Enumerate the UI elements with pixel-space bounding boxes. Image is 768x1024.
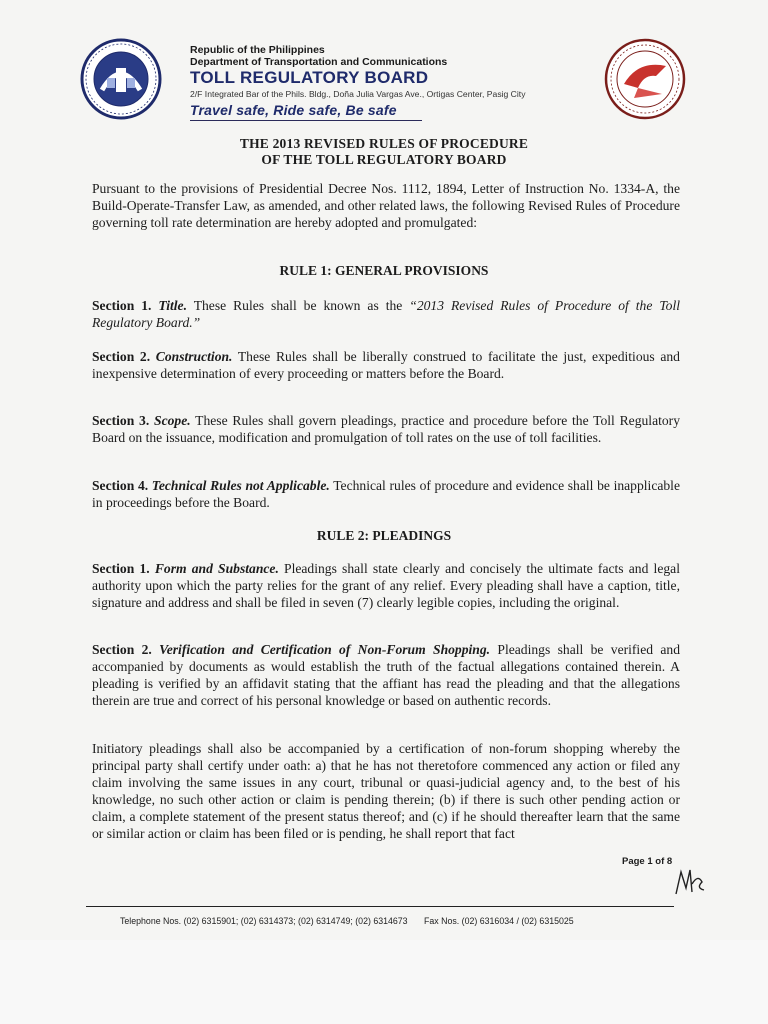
section-text: Pleadings shall be verified and accompanied by documents as would establish the truth of the factual allegations contained therein. A pleading is verified by an affidavit stating that the affiant has read the pleading and that the allegations therein are true and correct of his personal knowledge or based on authentic records. — [92, 642, 681, 708]
section-title: Verification and Certification of Non-Forum Shopping. — [159, 642, 491, 657]
section-title: Technical Rules not Applicable. — [151, 478, 330, 493]
section-title: Scope. — [154, 413, 191, 428]
section-text: These Rules shall be liberally construed to facilitate the just, expeditious and inexpensive determination of every proceeding or matters before the Board. — [92, 349, 680, 381]
rule-2-section-2 — [92, 641, 680, 709]
rule-1-heading: RULE 1: GENERAL PROVISIONS — [279, 263, 489, 278]
section-text: These Rules shall be known as the — [193, 298, 410, 313]
section-title: Form and Substance. — [154, 561, 279, 576]
letterhead — [190, 44, 526, 119]
letterhead-republic: Republic of the Philippines — [190, 44, 325, 56]
rule-2-section-1 — [92, 560, 680, 611]
letterhead-agency: TOLL REGULATORY BOARD — [190, 68, 429, 87]
section-label: Section 4. — [92, 478, 149, 493]
dotc-seal-icon — [604, 38, 686, 120]
section-label: Section 1. — [92, 561, 150, 576]
footer-fax: Fax Nos. (02) 6316034 / (02) 6315025 — [424, 916, 574, 926]
footer-telephone: Telephone Nos. (02) 6315901; (02) 6314373; (02) 6314749; (02) 6314673 — [120, 916, 408, 926]
section-label: Section 2. — [92, 349, 151, 364]
section-label: Section 2. — [92, 642, 152, 657]
section-text: These Rules shall govern pleadings, practice and procedure before the Toll Regulatory Board on the issuance, modification and promulgation of toll rates on the use of toll facilities. — [92, 413, 680, 445]
section-text: Pleadings shall state clearly and concisely the ultimate facts and legal authority upon which the party relies for the grant of any relief. Every pleading shall have a caption, title, signature and address and shall be filed in seven (7) clearly legible copies, including the original. — [92, 561, 680, 610]
rule-2-certification-paragraph: Initiatory pleadings shall also be accompanied by a certification of non-forum shopping whereby the principal party shall certify under oath: a) that he has not theretofore commenced any action or filed any claim involving the same issues in any court, tribunal or quasi-judicial agency and, to the best of his knowledge, no such other action or claim is pending therein; (b) if there is such other pending action or claim, a complete statement of the present status thereof; and (c) if he should thereafter learn that the same or similar action or claim has been filed or is pending, he shall report that fact — [92, 741, 680, 841]
section-label: Section 1. — [92, 298, 152, 313]
page-number: Page 1 of 8 — [622, 856, 673, 867]
preamble: Pursuant to the provisions of Presidential Decree Nos. 1112, 1894, Letter of Instruction No. 1334-A, the Build-Operate-Transfer Law, as amended, and other related laws, the following Revised Rules of Procedure governing toll rate determination are hereby adopted and promulgated: — [92, 181, 680, 230]
rule-1-section-4 — [92, 477, 680, 511]
section-title: Title. — [158, 298, 187, 313]
rule-2-heading: RULE 2: PLEADINGS — [316, 528, 452, 543]
section-text: Technical rules of procedure and evidence shall be inapplicable in proceedings before the Board. — [92, 478, 680, 510]
section-quote: “2013 Revised Rules of Procedure of the Toll Regulatory Board.” — [92, 298, 680, 330]
rule-1-section-1 — [92, 297, 680, 331]
signature-initials-icon — [672, 864, 708, 900]
letterhead-slogan: Travel safe, Ride safe, Be safe — [190, 102, 397, 118]
trb-seal-icon — [80, 38, 162, 120]
rule-1-section-2 — [92, 348, 680, 382]
letterhead-department: Department of Transportation and Communications — [190, 56, 448, 68]
letterhead-divider — [190, 120, 422, 121]
section-label: Section 3. — [92, 413, 150, 428]
footer-contacts — [120, 916, 574, 926]
footer-divider — [86, 906, 674, 907]
letterhead-address: 2/F Integrated Bar of the Phils. Bldg., Doña Julia Vargas Ave., Ortigas Center, Pasig City — [190, 89, 526, 99]
document-title-line-2: OF THE TOLL REGULATORY BOARD — [261, 152, 507, 167]
document-title-line-1: THE 2013 REVISED RULES OF PROCEDURE — [239, 136, 529, 151]
rule-1-section-3 — [92, 412, 680, 446]
section-title: Construction. — [155, 349, 233, 364]
blank-scan-margin — [0, 940, 768, 1024]
